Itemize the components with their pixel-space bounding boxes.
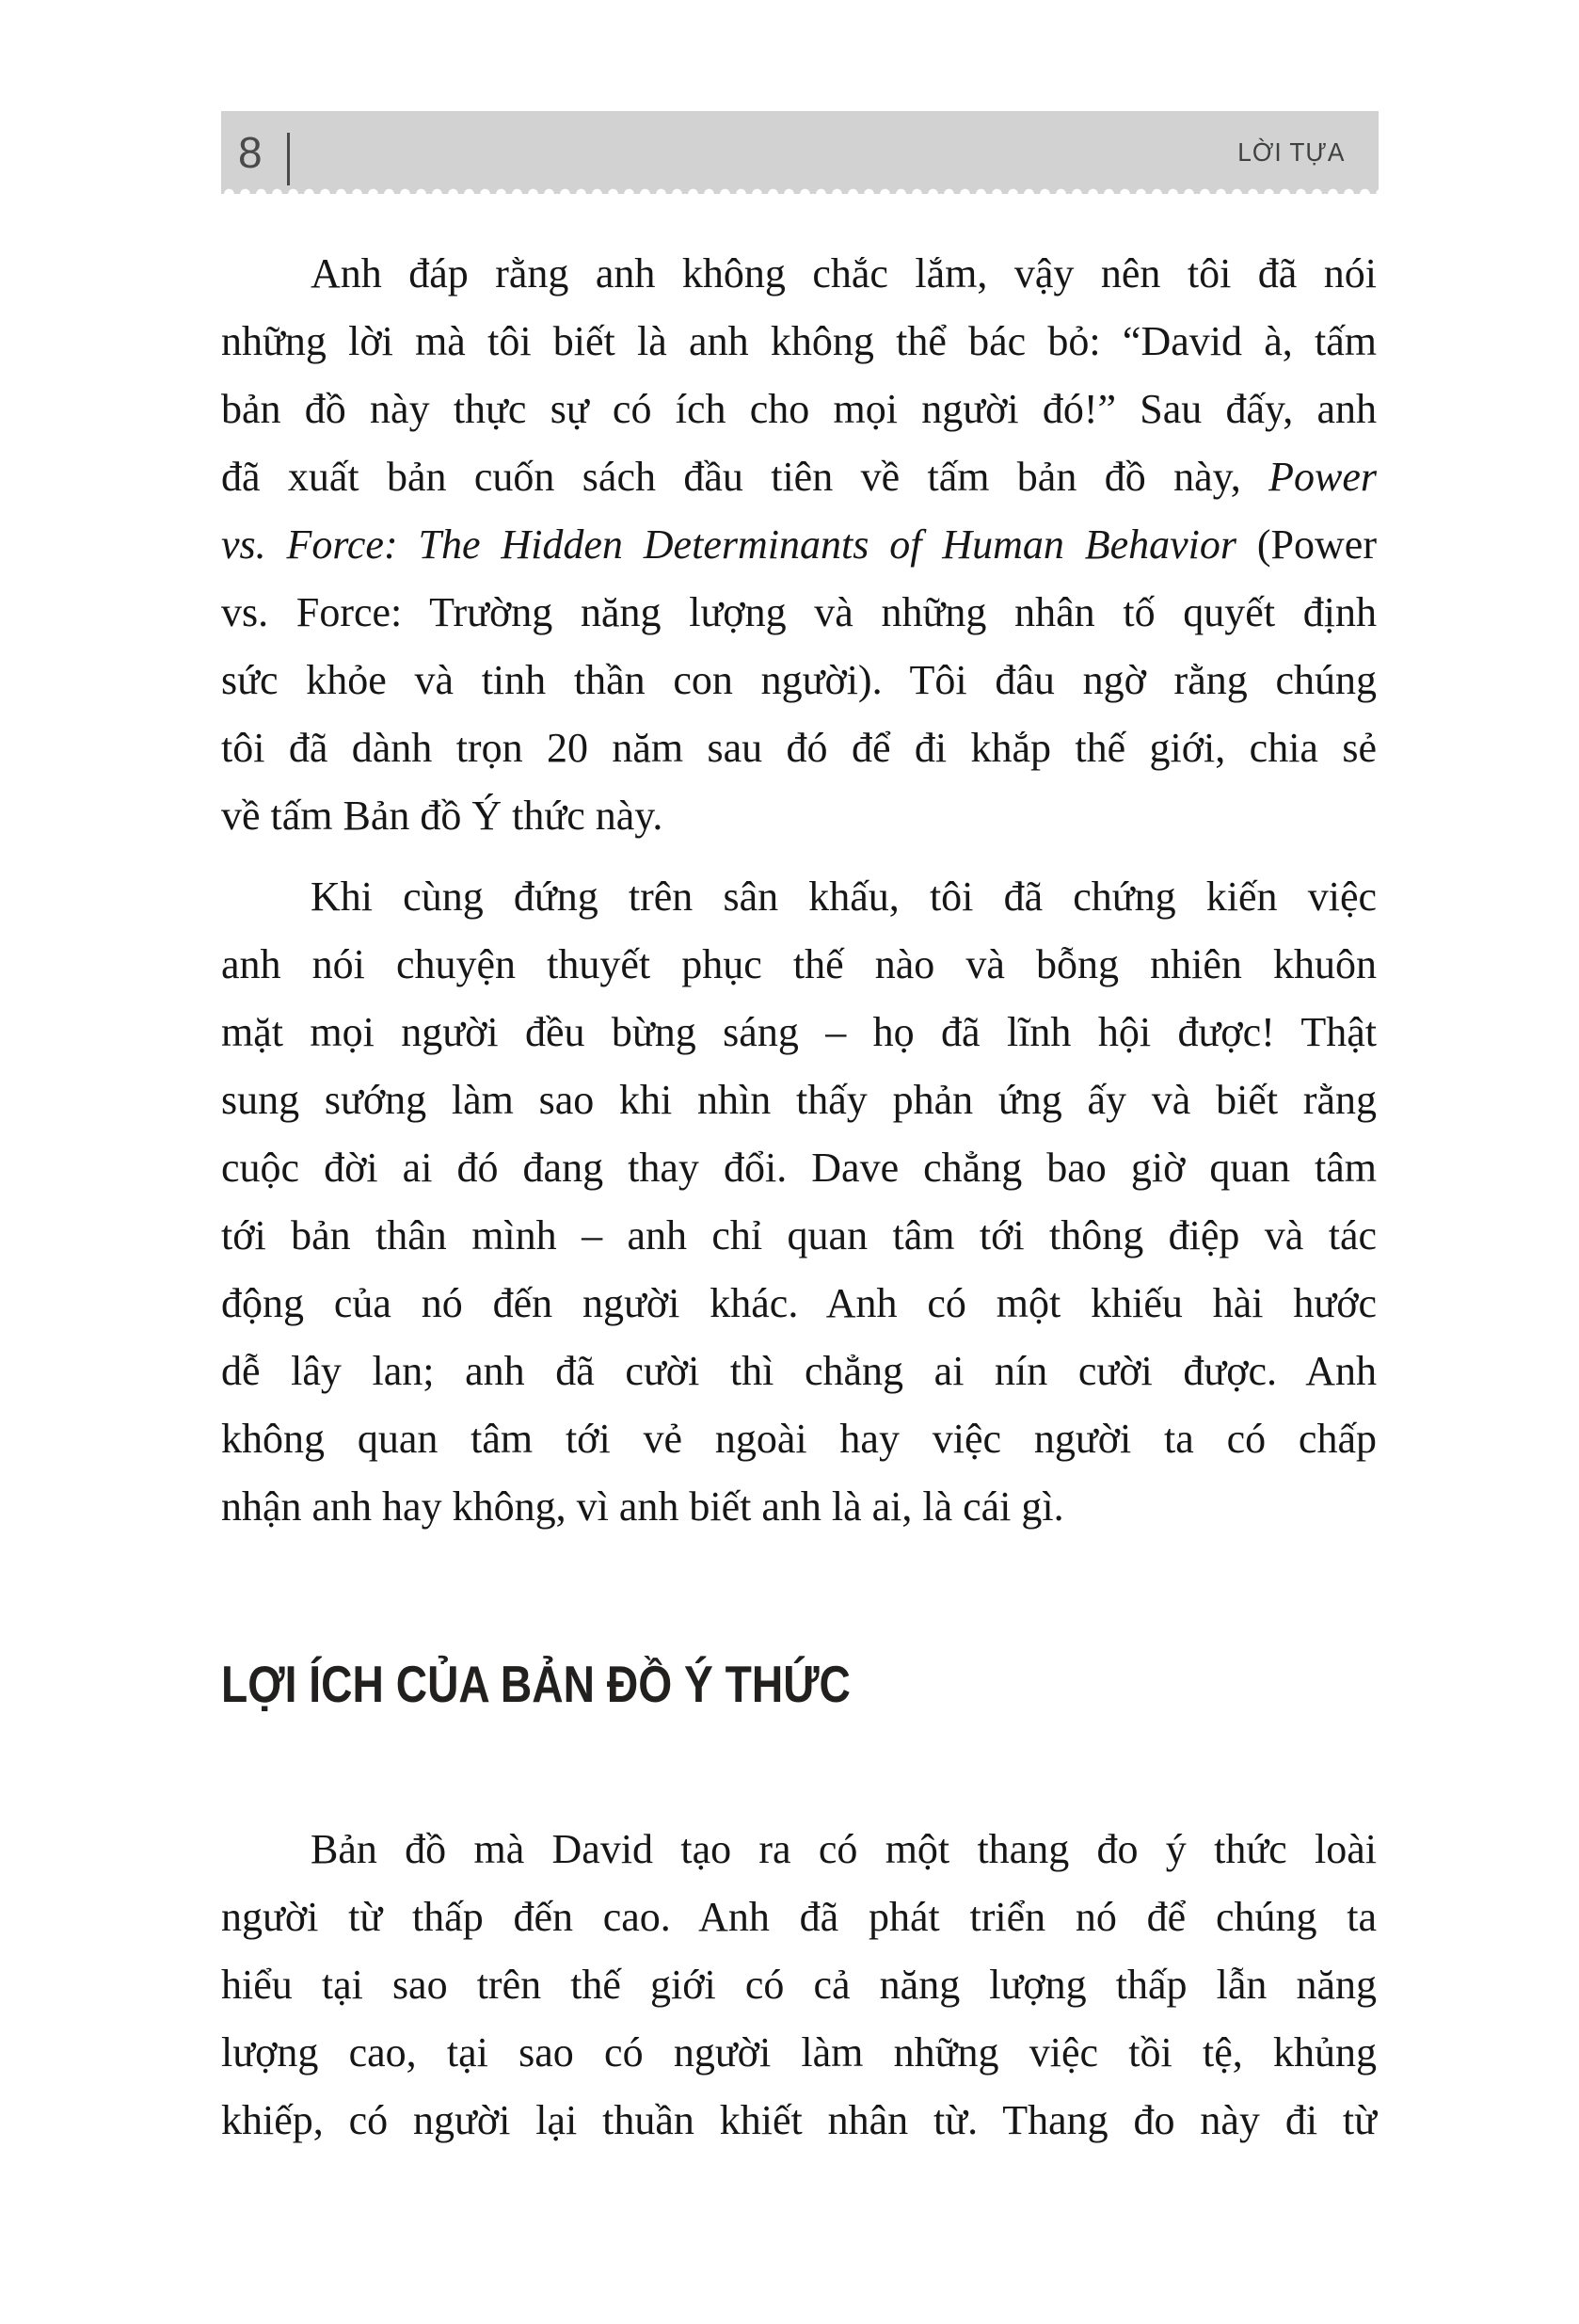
text-line: động của nó đến người khác. Anh có một khiếu hài hước — [221, 1280, 1377, 1326]
text-line: sung sướng làm sao khi nhìn thấy phản ứng ấy và biết rằng — [221, 1077, 1377, 1123]
text-line: không quan tâm tới vẻ ngoài hay việc người ta có chấp — [221, 1416, 1377, 1462]
body-text — [221, 240, 1377, 2155]
text-line: về tấm Bản đồ Ý thức này. — [221, 793, 663, 839]
text-line: cuộc đời ai đó đang thay đổi. Dave chẳng bao giờ quan tâm — [221, 1145, 1377, 1191]
text-line: hiểu tại sao trên thế giới có cả năng lượng thấp lẫn năng — [221, 1962, 1377, 2008]
paragraph — [221, 240, 1377, 850]
text-line: Anh đáp rằng anh không chắc lắm, vậy nên tôi đã nói — [311, 250, 1377, 297]
text-line: tôi đã dành trọn 20 năm sau đó để đi khắp thế giới, chia sẻ — [221, 725, 1377, 771]
paragraph — [221, 1816, 1377, 2155]
text-line: đã xuất bản cuốn sách đầu tiên về tấm bản đồ này, Power — [221, 454, 1377, 500]
text-line: lượng cao, tại sao có người làm những việc tồi tệ, khủng — [221, 2029, 1377, 2076]
text-line: bản đồ này thực sự có ích cho mọi người đó!” Sau đấy, anh — [221, 386, 1377, 432]
text-line: anh nói chuyện thuyết phục thế nào và bỗng nhiên khuôn — [221, 941, 1377, 987]
text-line: vs. Force: The Hidden Determinants of Human Behavior (Power — [221, 521, 1377, 568]
text-line: dễ lây lan; anh đã cười thì chẳng ai nín cười được. Anh — [221, 1348, 1377, 1394]
text-line: sức khỏe và tinh thần con người). Tôi đâu ngờ rằng chúng — [221, 657, 1377, 703]
running-title: LỜI TỰA — [1236, 137, 1345, 167]
section-heading: LỢI ÍCH CỦA BẢN ĐỒ Ý THỨC — [221, 1655, 851, 1713]
paragraph — [221, 863, 1377, 1541]
page-number: 8 — [238, 128, 263, 177]
text-line: Khi cùng đứng trên sân khấu, tôi đã chứng kiến việc — [311, 874, 1377, 920]
scallop-edge — [221, 188, 1379, 200]
text-line: tới bản thân mình – anh chỉ quan tâm tới thông điệp và tác — [221, 1212, 1377, 1258]
text-line: mặt mọi người đều bừng sáng – họ đã lĩnh hội được! Thật — [221, 1009, 1377, 1055]
text-line: nhận anh hay không, vì anh biết anh là ai, là cái gì. — [221, 1483, 1064, 1530]
page-header — [221, 111, 1379, 194]
page-number-group — [238, 120, 290, 185]
text-line: người từ thấp đến cao. Anh đã phát triển nó để chúng ta — [221, 1894, 1377, 1940]
text-line: khiếp, có người lại thuần khiết nhân từ. Thang đo này đi từ — [221, 2097, 1377, 2143]
text-line: vs. Force: Trường năng lượng và những nhân tố quyết định — [221, 589, 1377, 635]
header-divider — [287, 133, 290, 185]
text-line: Bản đồ mà David tạo ra có một thang đo ý thức loài — [311, 1826, 1377, 1872]
text-line: những lời mà tôi biết là anh không thể bác bỏ: “David à, tấm — [221, 318, 1377, 364]
